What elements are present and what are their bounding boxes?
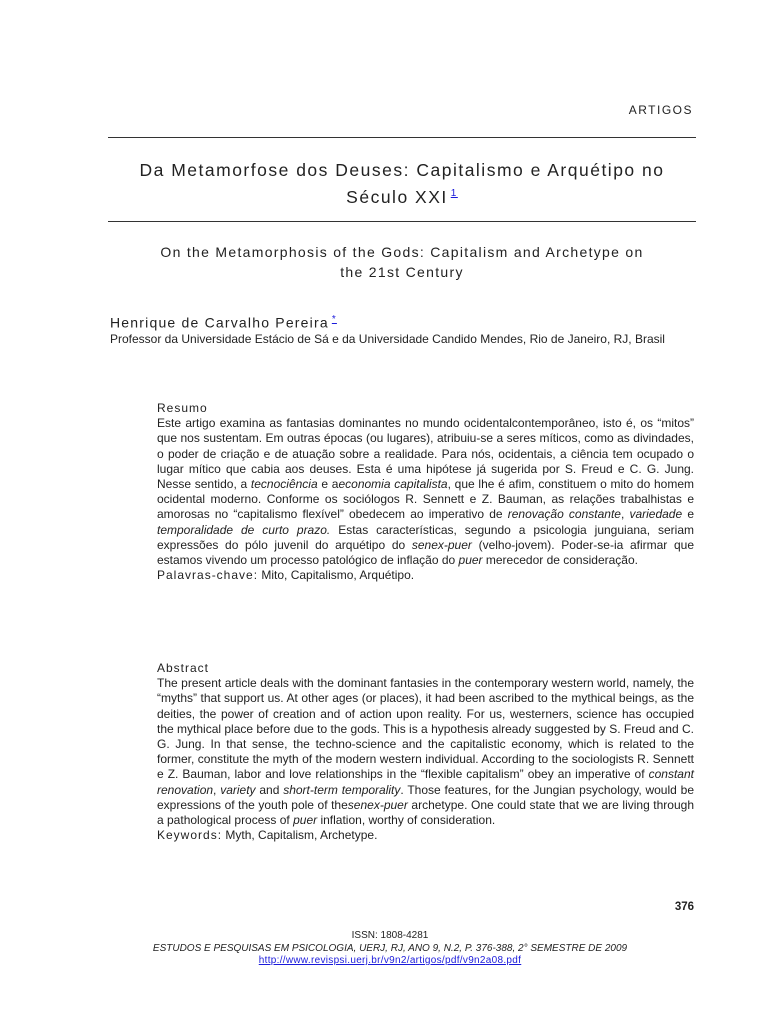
article-title [100, 159, 704, 209]
abstract-keywords: Keywords: Myth, Capitalism, Archetype. [157, 828, 378, 843]
author-footnote-link[interactable]: * [331, 314, 337, 325]
author-affiliation: Professor da Universidade Estácio de Sá e da Universidade Candido Mendes, Rio de Janeiro, RJ, Brasil [110, 332, 665, 346]
resumo-heading: Resumo [157, 401, 208, 415]
top-rule [108, 137, 696, 138]
footer-issn: ISSN: 1808-4281 [351, 930, 429, 941]
title-line-1: Da Metamorfose dos Deuses: Capitalismo e Arquétipo no [139, 160, 665, 180]
author-name: Henrique de Carvalho Pereira * [110, 314, 337, 331]
resumo-keywords: Palavras-chave: Mito, Capitalismo, Arquétipo. [157, 568, 415, 583]
abstract-body: The present article deals with the dominant fantasies in the contemporary western world, namely, the “myths” that support us. At other ages (or places), it had been ascribed to the mythical beings, as the deities, the power of creation and of action upon reality. For us, westerners, science has occupied the mythical place before due to the gods. This is a hypothesis already suggested by S. Freud and C. G. Jung. In that sense, the techno-science and the capitalistic economy, which is related to the former, constitute the myth of the modern western individual. According to the sociologists R. Sennett e Z. Bauman, labor and love relationships in the “flexible capitalism” obey an imperative of constant renovation, variety and short-term temporality. Those features, for the Jungian psychology, would be expressions of the youth pole of thesenex-puer archetype. One could state that we are living through a pathological process of puer inflation, worthy of consideration. [157, 676, 694, 828]
title-line-2: Século XXI $^1$ [346, 186, 458, 207]
article-subtitle [100, 242, 704, 282]
title-footnote-link[interactable]: 1 [450, 188, 458, 199]
resumo-body: Este artigo examina as fantasias dominantes no mundo ocidentalcontemporâneo, isto é, os “mitos” que nos sustentam. Em outras épocas (ou lugares), atribuiu-se a seres míticos, como as divindades, o poder de criação e de atuação sobre a realidade. Para nós, ocidentais, a ciência tem ocupado o lugar mítico que cabia aos deuses. Esta é uma hipótese já sugerida por S. Freud e C. G. Jung. Nesse sentido, a tecnociência e aeconomia capitalista, que lhe é afim, constituem o mito do homem ocidental moderno. Conforme os sociólogos R. Sennett e Z. Bauman, as relações trabalhistas e amorosas no “capitalismo flexível” obedecem ao imperativo de renovação constante, variedade e temporalidade de curto prazo. Estas características, segundo a psicologia junguiana, seriam expressões do pólo juvenil do arquétipo do senex-puer (velho-jovem). Poder-se-ia afirmar que estamos vivendo um processo patológico de inflação do puer merecedor de consideração. [157, 416, 695, 568]
section-label: ARTIGOS [628, 103, 693, 117]
abstract-block [157, 661, 694, 843]
subtitle-line-2: the 21st Century [340, 264, 464, 280]
title-rule [108, 221, 696, 222]
footer-journal: ESTUDOS E PESQUISAS EM PSICOLOGIA, UERJ, RJ, ANO 9, N.2, P. 376-388, 2° SEMESTRE DE 2009 [152, 942, 628, 954]
resumo-block [157, 401, 694, 583]
subtitle-line-1: On the Metamorphosis of the Gods: Capitalism and Archetype on [160, 244, 644, 260]
abstract-heading: Abstract [157, 661, 210, 675]
page-number: 376 [674, 901, 694, 913]
footer-url-link[interactable]: http://www.revispsi.uerj.br/v9n2/artigos/pdf/v9n2a08.pdf [258, 955, 522, 966]
footer [100, 930, 680, 968]
